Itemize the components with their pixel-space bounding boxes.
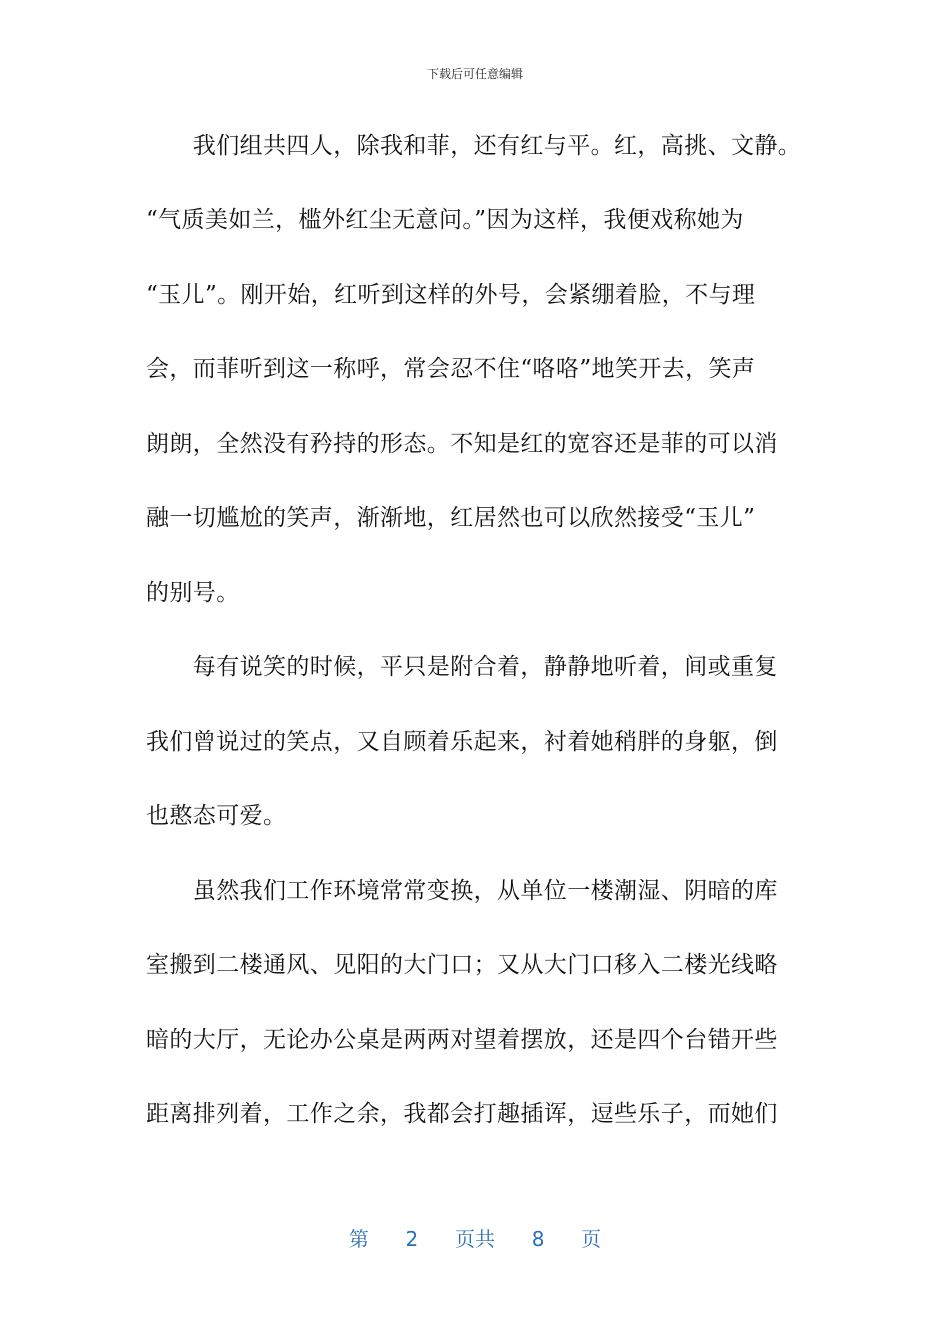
text-line: 我们组共四人，除我和菲，还有红与平。红，高挑、文静。 xyxy=(146,133,802,159)
text-line: 会，而菲听到这一称呼，常会忍不住“咯咯”地笑开去，笑声 xyxy=(146,356,756,382)
text-line: 距离排列着，工作之余，我都会打趣插诨，逗些乐子，而她们 xyxy=(146,1101,778,1127)
text-line: 的别号。 xyxy=(146,580,240,606)
text-line: 每有说笑的时候，平只是附合着，静静地听着，间或重复 xyxy=(146,654,778,680)
text-line: 虽然我们工作环境常常变换，从单位一楼潮湿、阴暗的库 xyxy=(146,878,778,904)
footer-mid: 页共 xyxy=(455,1227,495,1251)
current-page-number: 2 xyxy=(405,1227,419,1251)
footer-prefix: 第 xyxy=(348,1227,369,1251)
total-pages-number: 8 xyxy=(531,1227,545,1251)
text-line: 室搬到二楼通风、见阳的大门口；又从大门口移入二楼光线略 xyxy=(146,952,778,978)
text-line: 我们曾说过的笑点，又自顾着乐起来，衬着她稍胖的身躯，倒 xyxy=(146,729,778,755)
page-footer xyxy=(0,1226,950,1252)
footer-suffix: 页 xyxy=(581,1227,602,1251)
text-line: 融一切尴尬的笑声，渐渐地，红居然也可以欣然接受“玉儿” xyxy=(146,505,756,531)
text-line: “玉儿”。刚开始，红听到这样的外号，会紧绷着脸，不与理 xyxy=(146,282,756,308)
text-line: 也憨态可爱。 xyxy=(146,803,287,829)
header-text: 下载后可任意编辑 xyxy=(426,67,523,81)
text-line: “气质美如兰，槛外红尘无意问。”因为这样，我便戏称她为 xyxy=(146,207,744,233)
text-line: 暗的大厅，无论办公桌是两两对望着摆放，还是四个台错开些 xyxy=(146,1027,778,1053)
text-line: 朗朗，全然没有矜持的形态。不知是红的宽容还是菲的可以消 xyxy=(146,431,778,457)
